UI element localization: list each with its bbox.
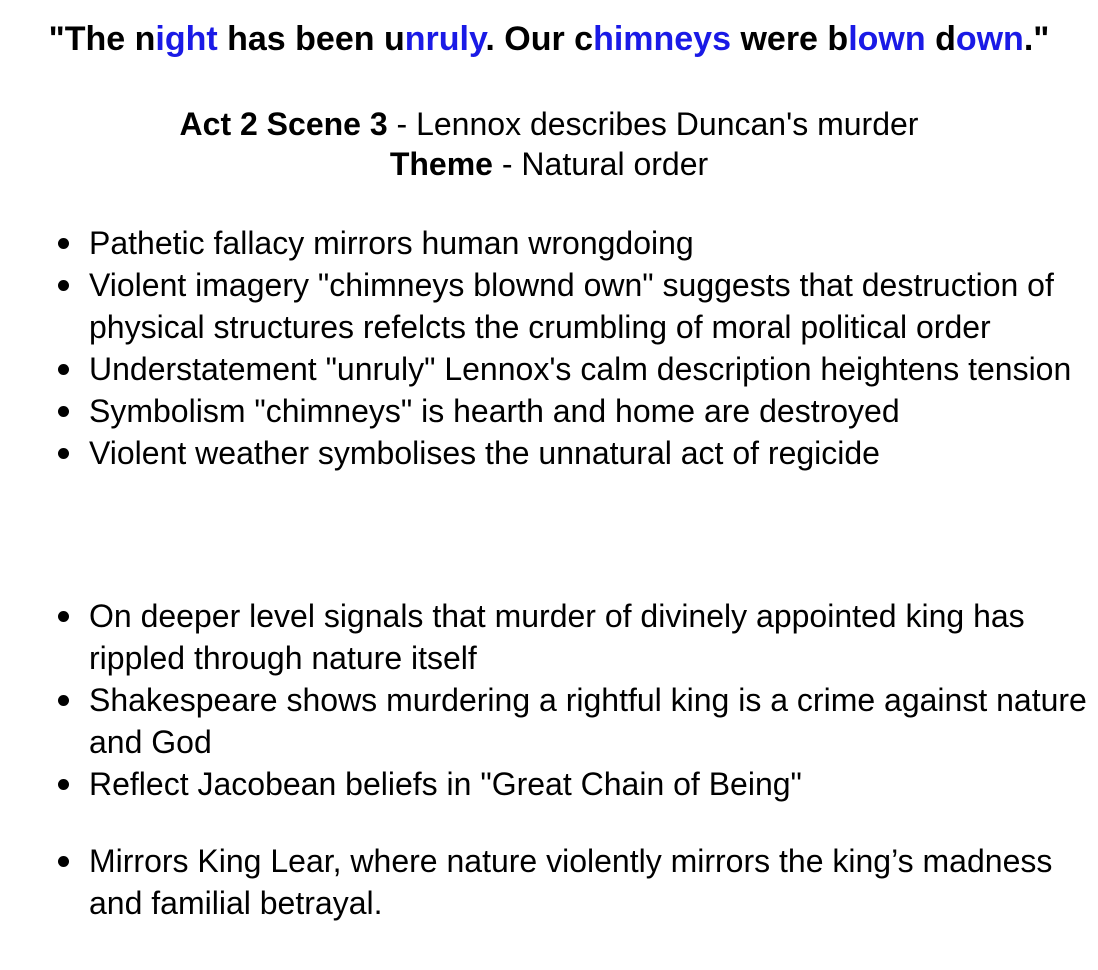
quote-part: "The n — [48, 20, 156, 58]
quote-highlight: himneys — [593, 20, 732, 58]
notes-list-analysis — [0, 222, 1089, 474]
list-item: On deeper level signals that murder of divinely appointed king has rippled through nature itself — [0, 595, 1089, 679]
notes-list-comparison — [0, 840, 1089, 924]
list-item: Mirrors King Lear, where nature violently mirrors the king’s madness and familial betrayal. — [0, 840, 1089, 924]
list-item: Reflect Jacobean beliefs in "Great Chain of Being" — [0, 763, 1089, 805]
quote-highlight: ight — [155, 20, 218, 58]
list-item: Understatement "unruly" Lennox's calm description heightens tension — [0, 348, 1089, 390]
quote-title — [0, 18, 1098, 60]
quote-part: d — [925, 20, 956, 58]
list-item: Symbolism "chimneys" is hearth and home are destroyed — [0, 390, 1089, 432]
theme-label: Theme — [389, 146, 493, 182]
list-item: Violent imagery "chimneys blownd own" suggests that destruction of physical structures refelcts the crumbling of moral political order — [0, 264, 1089, 348]
act-description: - Lennox describes Duncan's murder — [387, 106, 919, 142]
quote-highlight: nruly — [404, 20, 486, 58]
list-item: Shakespeare shows murdering a rightful king is a crime against nature and God — [0, 679, 1089, 763]
theme-description: - Natural order — [492, 146, 709, 182]
scene-heading — [0, 104, 1098, 184]
quote-part: were b — [731, 20, 849, 58]
list-item: Pathetic fallacy mirrors human wrongdoing — [0, 222, 1089, 264]
act-line — [0, 104, 1098, 144]
theme-line — [0, 144, 1098, 184]
act-label: Act 2 Scene 3 — [179, 106, 388, 142]
quote-part: ." — [1023, 20, 1050, 58]
quote-part: has been u — [217, 20, 405, 58]
notes-list-context — [0, 595, 1089, 805]
list-item: Violent weather symbolises the unnatural act of regicide — [0, 432, 1089, 474]
quote-highlight: own — [955, 20, 1024, 58]
quote-part: . Our c — [485, 20, 594, 58]
quote-highlight: lown — [848, 20, 926, 58]
